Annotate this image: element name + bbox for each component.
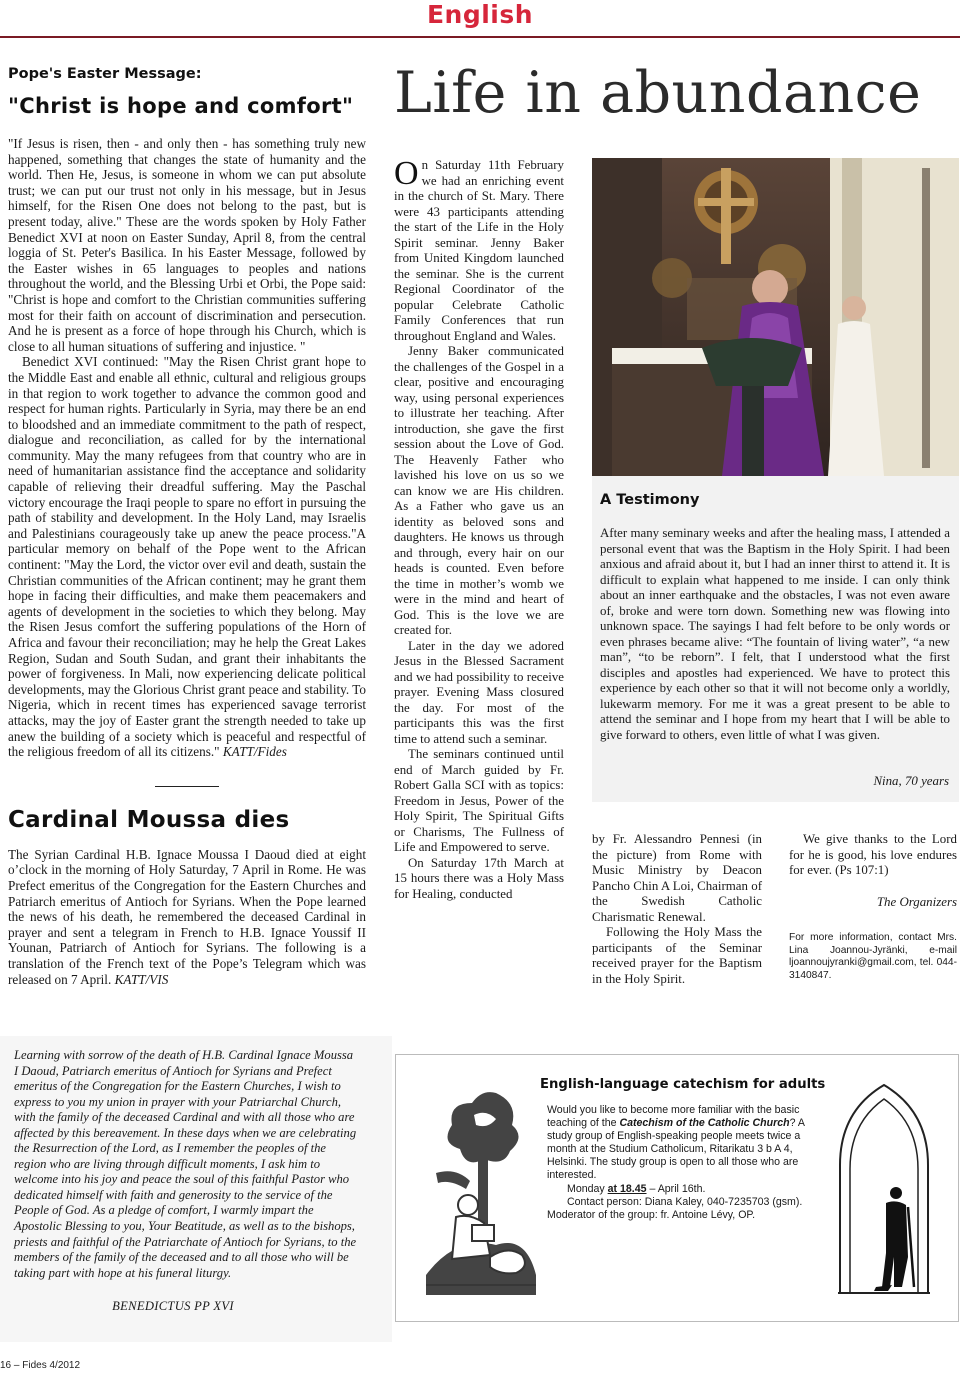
catechism-box bbox=[395, 1054, 959, 1322]
life-paragraph: Jenny Baker communicated the challenges of the Gospel in a clear, positive and encouraging way, using personal experiences to illustrate her teaching. After introduction, she gave the first session about the Love of God. The Heavenly Father who lavished his love on us so we can know we are His children. As a Father who gave us an identity as beloved sons and daughters. He knows us through and through, every hair on our heads is counted. Even before the time in mother’s womb we were in the mind and heart of God. This is the love we are created for. bbox=[394, 344, 564, 637]
testimony-box bbox=[592, 476, 959, 802]
article-source: KATT/Fides bbox=[222, 744, 287, 760]
life-paragraph: Later in the day we adored Jesus in the Blessed Sacrament and we had possibility to receive prayer. Evening Mass closured the day. For most of the participants this was the first time to attend such a seminar. bbox=[394, 638, 564, 746]
reader-tree-illustration bbox=[426, 1085, 536, 1295]
catechism-moderator: Moderator of the group: fr. Antoine Lévy, OP. bbox=[547, 1208, 756, 1221]
life-paragraph bbox=[394, 155, 564, 344]
catechism-text bbox=[547, 1104, 809, 1222]
life-continued-column bbox=[592, 832, 762, 987]
article-paragraph: "If Jesus is risen, then - and only then - has something truly new happened, something that changes the state of humanity and the world. Then He, Jesus, is someone in whom we can put absolute trust; we can put our trust not only in his message, but in Jesus himself, for the Risen One does not belong to the past, but is present today, alive." These are the words spoken by Holy Father Benedict XVI at noon on Easter Sunday, April 8, from the central loggia of St. Peter's Basilica. In his Easter Message, followed by the Easter wishes in 65 languages to peoples and nations throughout the world, and the Blessing Urbi et Orbi, the Pope said: "Christ is hope and comfort to the Christian communities suffering most for their faith on account of discrimination and persecution. And he is present as a force of hope through his Church, which is close to all human situations of suffering and injustice. " bbox=[8, 136, 366, 354]
article-divider bbox=[155, 786, 219, 787]
moussa-source: KATT/VIS bbox=[114, 971, 169, 987]
header-rule bbox=[0, 36, 960, 38]
section-language-label: English bbox=[426, 0, 534, 29]
catechism-contact: Contact person: Diana Kaley, 040-7235703 (gsm). bbox=[567, 1195, 803, 1208]
life-paragraph: The seminars continued until end of March guided by Fr. Robert Galla SCI with as topics: Freedom in Jesus, Power of the Holy Spirit, The Spiritual Gifts or Charisms, The Fullness of Life and Empowered to serve. bbox=[394, 747, 564, 854]
catechism-title: English-language catechism for adults bbox=[540, 1077, 826, 1092]
catechism-intro-2: ? A study group of English-speaking people meets twice a month at the Studium Catholicum, Ritarikatu 3 b A 4, Helsinki. The study group is open to all those who are interested. bbox=[547, 1117, 805, 1182]
testimony-text: After many seminary weeks and after the healing mass, I attended a personal event that was the Baptism in the Holy Spirit. I had been anxious and afraid about it, but I had an inner thirst to attend it. It is difficult to explain what happened to me inside. I can only think about an inner earthquake and the obstacles, I was not even aware of, broke and were torn down. Something new was flowing into unknown space. The sayings I had felt before to be only words or even phrases became alive: “The fountain of living water”, “a new man”, “to be reborn”. I felt, that I understood what the first disciples and apostles had experienced. We have to protect this experience by each other so that it will not become only a worldly, lukewarm memory. For me it was a great present to be able to attend the seminar and I hope from my heart that I will be able to give forward to others, even little of what I was given. bbox=[600, 526, 950, 742]
moussa-body bbox=[8, 847, 366, 987]
mass-photo-illustration bbox=[592, 158, 959, 476]
telegram-text: Learning with sorrow of the death of H.B. Cardinal Ignace Moussa I Daoud, Patriarch emeritus of Antioch for Syrians and Prefect emeritus of the Congregation for the Eastern Churches, I wish to express to you my union in prayer with your Patriarchal Church, with the family of the deceased Cardinal and with all those who are affected by this bereavement. In these days when we are celebrating the Resurrection of the Lord, as I remember the peoples of the region who are living through difficult moments, I ask him to welcome into his joy and peace the soul of this faithful Pastor who dedicated himself with faith and generosity to the service of the People of God. As a pledge of comfort, I warmly impart the Apostolic Blessing to you, Your Beatitude, as well as to the bishops, priests and faithful of the Patriarchate of Antioch for Syrians, to the members of the family of the deceased and to all those who will be taking part with hope at his funeral liturgy. bbox=[14, 1048, 357, 1280]
chapel-door-illustration bbox=[836, 1081, 932, 1295]
article-kicker: Pope's Easter Message: bbox=[8, 66, 202, 82]
life-body bbox=[394, 155, 564, 902]
moussa-headline: Cardinal Moussa dies bbox=[8, 806, 290, 833]
thanks-text: We give thanks to the Lord for he is good, his love endures for ever. (Ps 107:1) bbox=[789, 832, 957, 877]
telegram-signature: BENEDICTUS PP XVI bbox=[112, 1299, 234, 1313]
thanks-column bbox=[789, 832, 957, 982]
testimony-signature: Nina, 70 years bbox=[873, 774, 949, 788]
catechism-schedule-time: at 18.45 bbox=[607, 1182, 647, 1195]
section-header bbox=[0, 0, 960, 30]
contact-info: For more information, contact Mrs. Lina Joannou-Jyränki, e-mail ljoannoujyranki@gmail.com, tel. 044-3140847. bbox=[789, 932, 957, 981]
moussa-paragraph bbox=[8, 847, 366, 987]
telegram-box bbox=[0, 1036, 392, 1342]
article-headline: "Christ is hope and comfort" bbox=[8, 94, 354, 118]
dropcap: O bbox=[394, 155, 419, 192]
catechism-schedule-rest: – April 16th. bbox=[646, 1182, 706, 1195]
catechism-intro bbox=[547, 1104, 809, 1183]
organizers-signature: The Organizers bbox=[876, 894, 957, 909]
mass-photo bbox=[592, 158, 959, 476]
page-footer: 16 – Fides 4/2012 bbox=[0, 1360, 81, 1371]
article-paragraph bbox=[8, 354, 366, 759]
life-continued-paragraph: Following the Holy Mass the participants of the Seminar received prayer for the Baptism in the Holy Spirit. bbox=[592, 925, 762, 986]
testimony-title: A Testimony bbox=[600, 492, 700, 508]
life-continued-paragraph: by Fr. Alessandro Pennesi (in the picture) from Rome with Music Ministry by Deacon Pancho Chin A Loi, Chairman of the Swedish Catholic Charismatic Renewal. bbox=[592, 832, 762, 924]
article-body bbox=[8, 136, 366, 760]
life-article-column bbox=[394, 155, 564, 902]
moussa-paragraph-text: The Syrian Cardinal H.B. Ignace Moussa I Daoud died at eight o’clock in the morning of Holy Saturday, 7 April in Rome. He was Prefect emeritus of the Congregation for the Eastern Churches and Patriarch emeritus of Antioch for Syrians. When the Pope learned the news of his death, he remembered the deceased Cardinal in prayer and sent a telegram in French to H.B. Ignace Youssif II Younan, Patriarch of Antioch for Syrians. The following is a translation of the French text of the Pope’s Telegram which was released on 7 April. bbox=[8, 846, 366, 987]
catechism-schedule bbox=[547, 1183, 809, 1196]
catechism-schedule-day: Monday bbox=[567, 1182, 608, 1195]
pope-easter-article bbox=[8, 66, 366, 987]
life-title: Life in abundance bbox=[394, 60, 922, 126]
life-paragraph: On Saturday 17th March at 15 hours there was a Holy Mass for Healing, conducted bbox=[394, 855, 564, 901]
article-paragraph-text: Benedict XVI continued: "May the Risen Christ grant hope to the Middle East and enable all ethnic, cultural and religious groups in that region to work together to advance the common good and respect for human rights. Particularly in Syria, may there be an end to bloodshed and an immediate commitment to the path of respect, dialogue and reconciliation, as called for by the international community. May the many refugees from that country who are in need of humanitarian assistance find the acceptance and solidarity capable of relieving their dreadful suffering. May the Paschal victory encourage the Iraqi people to spare no effort in pursuing the path of stability and development. In the Holy Land, may Israelis and Palestinians courageously take up anew the peace process."A particular memory on behalf of the Pope went to the African continent: "May the Lord, the victor over evil and death, sustain the Christian communities of the African continent; may he grant them hope in facing their difficulties, and make them peacemakers and agents of development in the societies to which they belong. May the Risen Jesus comfort the suffering populations of the Horn of Africa and favour their reconciliation; may he help the Great Lakes Region, Sudan and South Sudan, and grant their inhabitants the power of forgiveness. In Mali, now experiencing delicate political developments, may the Glorious Christ grant peace and stability. To Nigeria, which in recent times has experienced savage terrorist attacks, may the joy of Easter grant the strength needed to take up anew the building of a society which is peaceful and respectful of the religious freedom of all its citizens." bbox=[8, 354, 366, 760]
catechism-intro-emphasis: Catechism of the Catholic Church bbox=[619, 1117, 790, 1130]
life-paragraph-text: n Saturday 11th February we had an enriching event in the church of St. Mary. There were 43 participants attending the start of the Life in the Holy Spirit seminar. Jenny Baker from United Kingdom launched the seminar. She is the current Regional Coordinator of the popular Celebrate Catholic Family Conferences that run throughout England and Wales. bbox=[394, 158, 564, 343]
catechism-intro-1: Would you like to become more familiar with the basic teaching of the bbox=[547, 1104, 800, 1130]
